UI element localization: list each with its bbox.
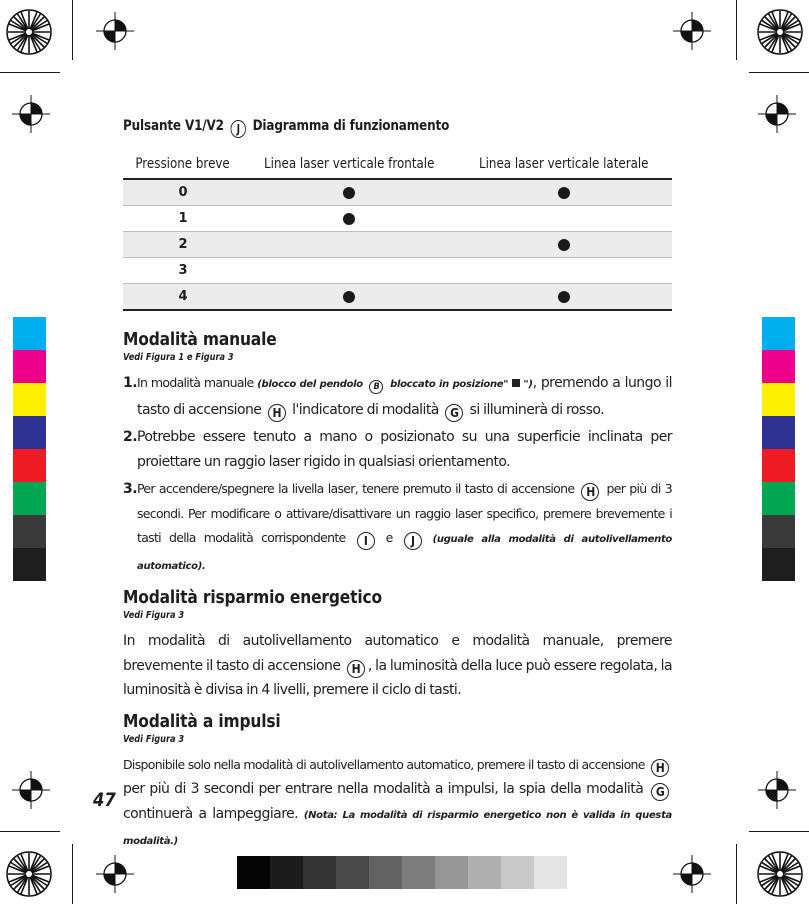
color-swatch: [13, 515, 46, 548]
registration-mark: [758, 771, 796, 809]
color-swatch: [237, 856, 270, 889]
title-text: Diagramma di funzionamento: [252, 118, 450, 134]
starburst-mark-top-right: [757, 9, 803, 55]
table-row: [123, 206, 672, 232]
color-swatch: [13, 383, 46, 416]
key-j-badge: J: [231, 120, 246, 138]
key-g-badge: G: [445, 404, 463, 422]
active-dot-icon: [343, 291, 355, 303]
side-laser-cell: [455, 179, 672, 206]
title-text: Pulsante V1/V2: [123, 118, 224, 134]
registration-mark: [673, 12, 711, 50]
active-dot-icon: [558, 187, 570, 199]
color-swatch: [13, 449, 46, 482]
color-swatch: [762, 416, 795, 449]
press-count-cell: 1: [123, 206, 243, 232]
color-swatch: [303, 856, 336, 889]
item-text: Potrebbe essere tenuto a mano o posizionato su una superficie inclinata per proiettare un raggio laser rigido in qualsiasi orientamento.: [137, 429, 672, 470]
color-swatch: [13, 317, 46, 350]
press-count-cell: 4: [123, 284, 243, 311]
color-swatch: [762, 515, 795, 548]
active-dot-icon: [343, 213, 355, 225]
pulse-mode-paragraph: Disponibile solo nella modalità di autolivellamento automatico, premere il tasto di accensione H per più di 3 secondi per entrare nella modalità a impulsi, la spia della modalità G continuerà a lampeggiare. (Nota: La modalità di risparmio energetico non è valida in questa modalità.): [123, 756, 673, 847]
page-number: 47: [93, 789, 116, 811]
pulse-mode-heading: Modalità a impulsi: [123, 710, 281, 732]
color-swatch: [336, 856, 369, 889]
operation-diagram-title: [123, 118, 595, 138]
column-header: Linea laser verticale frontale: [243, 150, 455, 179]
color-swatch: [468, 856, 501, 889]
starburst-mark-bottom-right: [757, 851, 803, 897]
color-swatch: [13, 548, 46, 581]
operation-table: [123, 150, 672, 311]
figure-reference: Vedi Figura 3: [123, 610, 185, 621]
color-swatch: [13, 482, 46, 515]
figure-reference: Vedi Figura 3: [123, 733, 185, 745]
list-item: [123, 425, 672, 474]
active-dot-icon: [558, 291, 570, 303]
front-laser-cell: [243, 206, 455, 232]
column-header: Pressione breve: [123, 150, 243, 179]
key-h-badge: H: [268, 404, 286, 422]
column-header: Linea laser verticale laterale: [455, 150, 672, 179]
key-g-badge: G: [651, 783, 669, 801]
color-swatch: [501, 856, 534, 889]
starburst-mark-bottom-left: [6, 851, 52, 897]
color-swatch: [534, 856, 567, 889]
figure-reference: Vedi Figura 1 e Figura 3: [123, 352, 234, 363]
color-swatch: [762, 350, 795, 383]
registration-mark: [12, 771, 50, 809]
list-item: [123, 477, 672, 579]
active-dot-icon: [343, 187, 355, 199]
key-i-badge: I: [357, 532, 375, 550]
press-count-cell: 0: [123, 179, 243, 206]
manual-mode-heading: Modalità manuale: [123, 329, 277, 350]
front-laser-cell: [243, 284, 455, 311]
item-number: 2.: [123, 429, 137, 445]
table-row: [123, 179, 672, 206]
table-row: [123, 232, 672, 258]
active-dot-icon: [558, 239, 570, 251]
registration-mark: [673, 855, 711, 893]
front-laser-cell: [243, 232, 455, 258]
registration-mark: [12, 95, 50, 133]
color-swatch: [402, 856, 435, 889]
color-swatch: [13, 350, 46, 383]
item-number: 1.: [123, 375, 137, 391]
grayscale-bar: [237, 856, 567, 889]
energy-saving-heading: Modalità risparmio energetico: [123, 587, 382, 608]
color-swatch: [762, 482, 795, 515]
color-swatch: [270, 856, 303, 889]
table-row: [123, 258, 672, 284]
color-bar-left: [13, 317, 46, 581]
press-count-cell: 2: [123, 232, 243, 258]
side-laser-cell: [455, 284, 672, 311]
color-swatch: [435, 856, 468, 889]
key-j-badge: J: [404, 532, 422, 550]
side-laser-cell: [455, 258, 672, 284]
front-laser-cell: [243, 258, 455, 284]
front-laser-cell: [243, 179, 455, 206]
registration-mark: [758, 95, 796, 133]
color-swatch: [762, 548, 795, 581]
item-text: In modalità manuale (blocco del pendolo B bloccato in posizione" "), premendo a lungo il tasto di accensione H l'indicatore di modalità G si illuminerà di rosso.: [137, 375, 672, 420]
lock-square-icon: [512, 379, 520, 387]
side-laser-cell: [455, 232, 672, 258]
color-swatch: [369, 856, 402, 889]
registration-mark: [96, 855, 134, 893]
table-row: [123, 284, 672, 311]
color-swatch: [762, 449, 795, 482]
key-h-badge: H: [581, 483, 599, 501]
press-count-cell: 3: [123, 258, 243, 284]
key-h-badge: H: [347, 660, 365, 678]
color-bar-right: [762, 317, 795, 581]
color-swatch: [13, 416, 46, 449]
item-number: 3.: [123, 481, 137, 497]
list-item: [123, 371, 672, 422]
registration-mark: [96, 12, 134, 50]
starburst-mark-top-left: [6, 9, 52, 55]
page-content: [123, 118, 672, 855]
key-b-badge: B: [369, 380, 383, 394]
color-swatch: [762, 317, 795, 350]
item-text: Per accendere/spegnere la livella laser, tenere premuto il tasto di accensione H per più di 3 secondi. Per modificare o attivare/disattivare un raggio laser specifico, premere brevemente i tasti della modalità corrispondente I e J (uguale alla modalità di autolivellamento automatico).: [137, 481, 672, 572]
key-h-badge: H: [651, 759, 669, 777]
side-laser-cell: [455, 206, 672, 232]
color-swatch: [762, 383, 795, 416]
energy-saving-paragraph: In modalità di autolivellamento automatico e modalità manuale, premere brevemente il tasto di accensione H , la luminosità della luce può essere regolata, la luminosità è divisa in 4 livelli, premere il ciclo di tasti.: [123, 633, 673, 698]
